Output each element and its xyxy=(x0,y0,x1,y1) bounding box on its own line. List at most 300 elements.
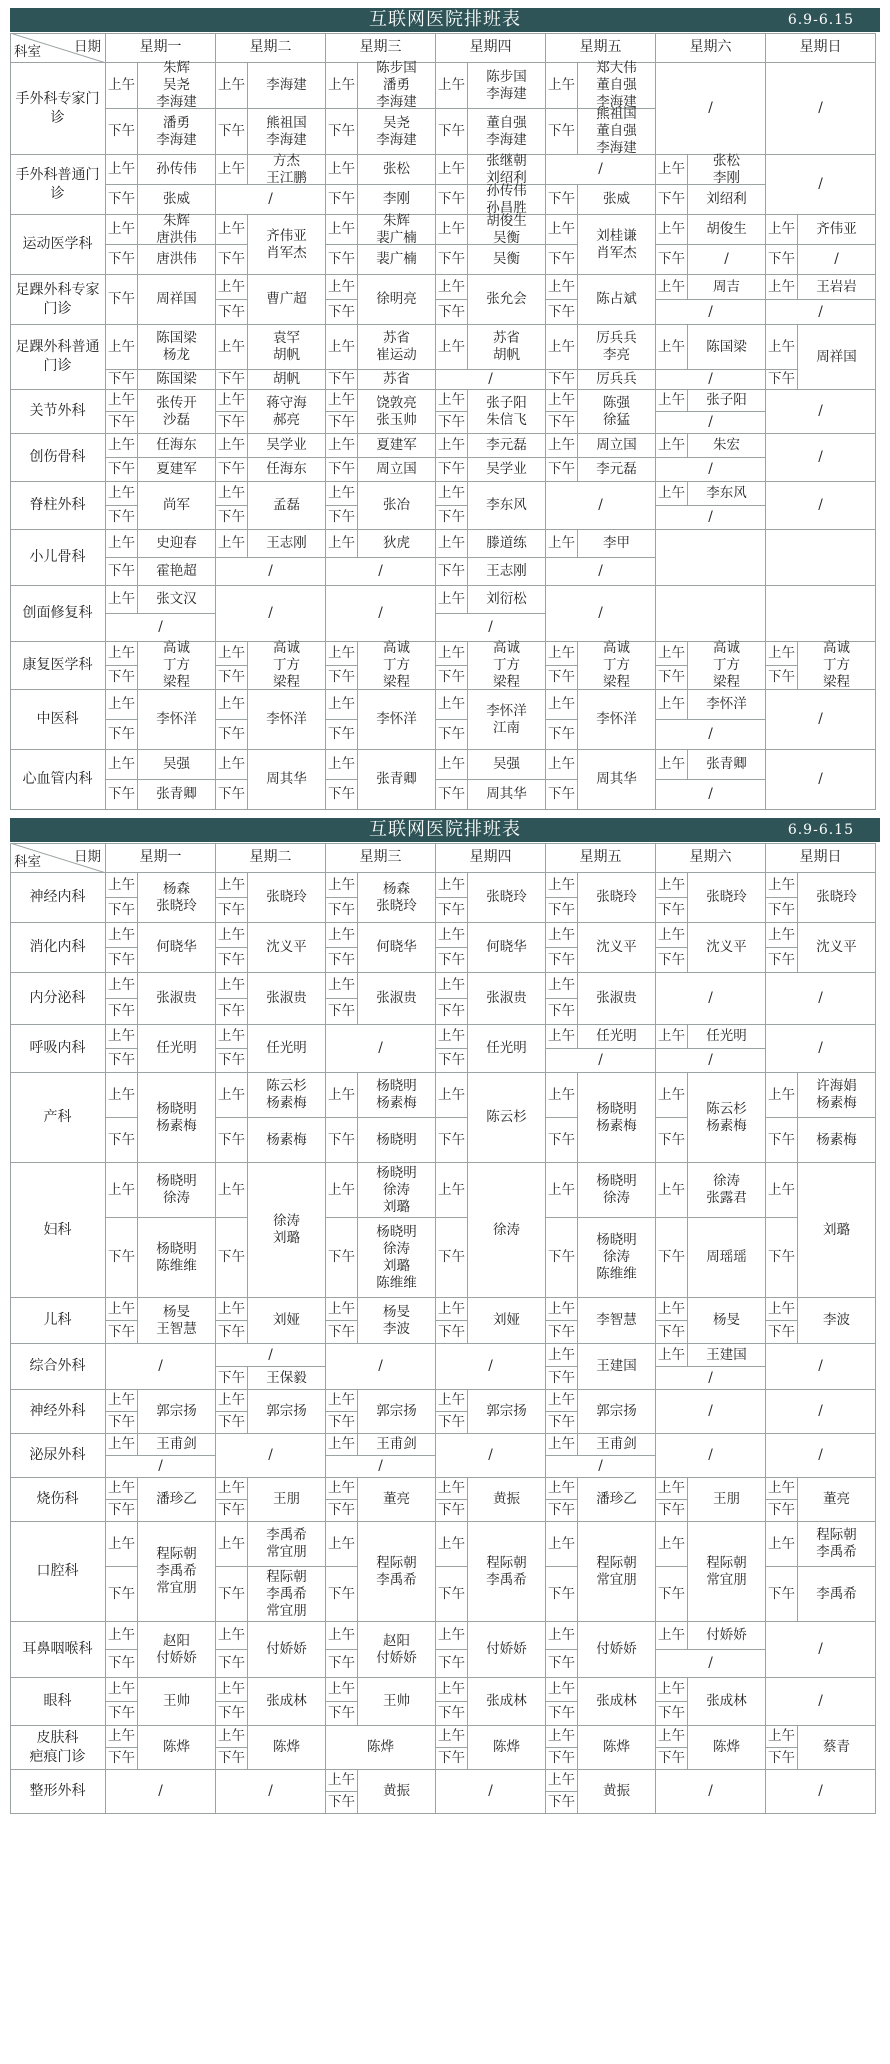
session-label-am: 上午 xyxy=(436,530,468,558)
session-label-am: 上午 xyxy=(326,1770,358,1792)
empty-slot: / xyxy=(656,973,766,1025)
doctor-names-pm: 王保毅 xyxy=(248,1367,326,1390)
session-label-am: 上午 xyxy=(106,750,138,780)
empty-slot: / xyxy=(216,1434,326,1478)
doctor-names-am: 杨晓明 杨素梅 xyxy=(358,1073,436,1118)
session-label-am: 上午 xyxy=(216,1073,248,1118)
session-label-am: 上午 xyxy=(546,1522,578,1567)
session-label-pm: 下午 xyxy=(436,1118,468,1163)
corner-date-label: 日期 xyxy=(74,39,101,55)
date-range: 6.9-6.15 xyxy=(787,822,854,838)
day-header: 星期六 xyxy=(656,33,766,63)
doctor-names: 刘娅 xyxy=(468,1298,546,1344)
empty-slot: / xyxy=(766,750,876,810)
doctor-names-am: 朱辉 吴尧 李海建 xyxy=(138,63,216,109)
empty-slot: / xyxy=(326,1456,436,1478)
doctor-names: 陈烨 xyxy=(688,1726,766,1770)
doctor-names-pm: 吴学业 xyxy=(468,458,546,482)
doctor-names-am: 朱宏 xyxy=(688,434,766,458)
doctor-names-pm: 周瑶瑶 xyxy=(688,1218,766,1298)
doctor-names-am: 史迎春 xyxy=(138,530,216,558)
session-label-am: 上午 xyxy=(106,1434,138,1456)
session-label-am: 上午 xyxy=(216,973,248,999)
department-name: 耳鼻咽喉科 xyxy=(10,1622,106,1678)
session-label-am: 上午 xyxy=(326,482,358,506)
doctor-names-am: 袁罕 胡帆 xyxy=(248,325,326,370)
doctor-names-am: 齐伟亚 xyxy=(798,215,876,245)
session-label-pm: 下午 xyxy=(436,109,468,155)
empty-slot xyxy=(656,530,766,586)
session-label-am: 上午 xyxy=(326,1678,358,1702)
doctor-names: 杨森 张晓玲 xyxy=(358,873,436,923)
department-name: 神经外科 xyxy=(10,1390,106,1434)
session-label-am: 上午 xyxy=(656,215,688,245)
doctor-names: 张传开 沙磊 xyxy=(138,390,216,434)
session-label-am: 上午 xyxy=(106,1390,138,1412)
header-corner xyxy=(10,33,106,63)
doctor-names-am: 任光明 xyxy=(688,1025,766,1049)
empty-slot: / xyxy=(766,390,876,434)
doctor-names: 黄振 xyxy=(358,1770,436,1814)
session-label-pm: 下午 xyxy=(106,458,138,482)
session-label-am: 上午 xyxy=(656,1478,688,1500)
corner-dept-label: 科室 xyxy=(14,854,41,870)
session-label-am: 上午 xyxy=(216,1298,248,1321)
session-label-pm: 下午 xyxy=(106,1218,138,1298)
session-label-pm: 下午 xyxy=(766,1567,798,1622)
doctor-names: 张淑贵 xyxy=(358,973,436,1025)
empty-slot: / xyxy=(216,185,326,215)
session-label-am: 上午 xyxy=(216,750,248,780)
session-label-am: 上午 xyxy=(106,1025,138,1049)
session-label-pm: 下午 xyxy=(216,1218,248,1298)
doctor-names: 沈义平 xyxy=(578,923,656,973)
session-label-pm: 下午 xyxy=(326,1702,358,1726)
doctor-names-am: 陈步国 李海建 xyxy=(468,63,546,109)
empty-slot: / xyxy=(656,370,766,390)
doctor-names: 徐明亮 xyxy=(358,275,436,325)
doctor-names: 李怀洋 xyxy=(358,690,436,750)
session-label-am: 上午 xyxy=(216,482,248,506)
empty-slot: / xyxy=(766,300,876,325)
doctor-names: 高诚 丁方 梁程 xyxy=(578,642,656,690)
session-label-am: 上午 xyxy=(546,642,578,666)
doctor-names: 任光明 xyxy=(468,1025,546,1073)
doctor-names-pm: 裴广楠 xyxy=(358,245,436,275)
session-label-pm: 下午 xyxy=(326,1500,358,1522)
doctor-names: 郭宗扬 xyxy=(248,1390,326,1434)
session-label-am: 上午 xyxy=(436,1522,468,1567)
session-label-am: 上午 xyxy=(216,325,248,370)
doctor-names-pm: 杨素梅 xyxy=(248,1118,326,1163)
session-label-am: 上午 xyxy=(106,1298,138,1321)
session-label-am: 上午 xyxy=(436,155,468,185)
session-label-am: 上午 xyxy=(656,1025,688,1049)
session-label-am: 上午 xyxy=(216,923,248,948)
session-label-am: 上午 xyxy=(326,973,358,999)
doctor-names-am: 任海东 xyxy=(138,434,216,458)
date-range: 6.9-6.15 xyxy=(787,12,854,28)
department-name: 足踝外科普通门诊 xyxy=(10,325,106,390)
session-label-am: 上午 xyxy=(546,873,578,898)
session-label-am: 上午 xyxy=(436,215,468,245)
day-header: 星期六 xyxy=(656,843,766,873)
empty-slot: / xyxy=(766,690,876,750)
session-label-pm: 下午 xyxy=(656,1321,688,1344)
session-label-am: 上午 xyxy=(546,1298,578,1321)
session-label-pm: 下午 xyxy=(216,109,248,155)
session-label-am: 上午 xyxy=(216,1390,248,1412)
session-label-am: 上午 xyxy=(106,690,138,720)
doctor-names: 陈强 徐猛 xyxy=(578,390,656,434)
session-label-am: 上午 xyxy=(106,390,138,412)
session-label-pm: 下午 xyxy=(106,1500,138,1522)
session-label-pm: 下午 xyxy=(326,300,358,325)
doctor-names: 张淑贵 xyxy=(468,973,546,1025)
doctor-names: 杨旻 王智慧 xyxy=(138,1298,216,1344)
doctor-names-pm: 杨晓明 xyxy=(358,1118,436,1163)
doctor-names-am: 孙传伟 xyxy=(138,155,216,185)
department-name: 关节外科 xyxy=(10,390,106,434)
session-label-am: 上午 xyxy=(106,1522,138,1567)
session-label-pm: 下午 xyxy=(216,948,248,973)
doctor-names-am: 陈国梁 杨龙 xyxy=(138,325,216,370)
doctor-names: 李波 xyxy=(798,1298,876,1344)
doctor-names-pm: 李刚 xyxy=(358,185,436,215)
session-label-pm: 下午 xyxy=(766,1500,798,1522)
doctor-names: 尚军 xyxy=(138,482,216,530)
session-label-pm: 下午 xyxy=(106,1321,138,1344)
session-label-pm: 下午 xyxy=(436,1500,468,1522)
session-label-am: 上午 xyxy=(326,1163,358,1218)
doctor-names: 高诚 丁方 梁程 xyxy=(688,642,766,690)
doctor-names: 曹广超 xyxy=(248,275,326,325)
session-label-pm: 下午 xyxy=(326,1118,358,1163)
session-label-am: 上午 xyxy=(326,530,358,558)
doctor-names: 杨晓明 杨素梅 xyxy=(578,1073,656,1163)
session-label-pm: 下午 xyxy=(656,1567,688,1622)
doctor-names: 付娇娇 xyxy=(248,1622,326,1678)
session-label-am: 上午 xyxy=(436,1478,468,1500)
session-label-am: 上午 xyxy=(766,923,798,948)
schedule-title-bar xyxy=(10,8,880,32)
empty-slot: / xyxy=(656,63,766,155)
session-label-pm: 下午 xyxy=(546,458,578,482)
doctor-names-am: 王甫剑 xyxy=(578,1434,656,1456)
session-label-pm: 下午 xyxy=(106,999,138,1025)
doctor-names: 赵阳 付娇娇 xyxy=(138,1622,216,1678)
day-header: 星期三 xyxy=(326,843,436,873)
session-label-pm: 下午 xyxy=(436,948,468,973)
session-label-am: 上午 xyxy=(216,390,248,412)
doctor-names: 杨旻 李波 xyxy=(358,1298,436,1344)
doctor-names-pm: 王志刚 xyxy=(468,558,546,586)
department-name: 皮肤科 疤痕门诊 xyxy=(10,1726,106,1770)
session-label-am: 上午 xyxy=(546,923,578,948)
session-label-am: 上午 xyxy=(216,642,248,666)
session-label-am: 上午 xyxy=(546,63,578,109)
empty-slot: / xyxy=(656,1390,766,1434)
doctor-names-pm: / xyxy=(688,245,766,275)
session-label-am: 上午 xyxy=(546,1025,578,1049)
session-label-am: 上午 xyxy=(656,1522,688,1567)
empty-slot: / xyxy=(216,1770,326,1814)
doctor-names-pm: 张威 xyxy=(138,185,216,215)
session-label-am: 上午 xyxy=(546,1390,578,1412)
session-label-am: 上午 xyxy=(436,1163,468,1218)
department-name: 足踝外科专家门诊 xyxy=(10,275,106,325)
doctor-names-pm: 张威 xyxy=(578,185,656,215)
empty-slot: / xyxy=(106,614,216,642)
doctor-names-am: 许海娟 杨素梅 xyxy=(798,1073,876,1118)
department-name: 整形外科 xyxy=(10,1770,106,1814)
empty-slot: / xyxy=(546,1456,656,1478)
session-label-am: 上午 xyxy=(216,690,248,720)
session-label-am: 上午 xyxy=(656,1073,688,1118)
doctor-names-am: 陈步国 潘勇 李海建 xyxy=(358,63,436,109)
empty-slot: / xyxy=(656,1650,766,1678)
session-label-pm: 下午 xyxy=(766,245,798,275)
doctor-names-pm: 周立国 xyxy=(358,458,436,482)
session-label-pm: 下午 xyxy=(106,1118,138,1163)
session-label-am: 上午 xyxy=(766,1073,798,1118)
session-label-pm: 下午 xyxy=(106,1702,138,1726)
doctor-names-pm: 周其华 xyxy=(468,780,546,810)
doctor-names-am: 张文汉 xyxy=(138,586,216,614)
session-label-pm: 下午 xyxy=(106,185,138,215)
session-label-am: 上午 xyxy=(216,63,248,109)
doctor-names-am: 李海建 xyxy=(248,63,326,109)
empty-slot: / xyxy=(766,1770,876,1814)
empty-slot: / xyxy=(656,720,766,750)
session-label-am: 上午 xyxy=(546,1726,578,1748)
session-label-am: 上午 xyxy=(326,873,358,898)
session-label-pm: 下午 xyxy=(656,1702,688,1726)
doctor-names-am: 李禹希 常宜朋 xyxy=(248,1522,326,1567)
empty-slot: / xyxy=(326,558,436,586)
doctor-names: 陈烨 xyxy=(326,1726,436,1770)
session-label-am: 上午 xyxy=(656,1344,688,1367)
session-label-am: 上午 xyxy=(436,586,468,614)
empty-slot: / xyxy=(656,506,766,530)
doctor-names-am: 张青卿 xyxy=(688,750,766,780)
session-label-pm: 下午 xyxy=(106,370,138,390)
session-label-am: 上午 xyxy=(326,155,358,185)
department-name: 消化内科 xyxy=(10,923,106,973)
doctor-names: 李怀洋 xyxy=(578,690,656,750)
session-label-am: 上午 xyxy=(436,973,468,999)
session-label-pm: 下午 xyxy=(216,780,248,810)
doctor-names-am: 吴学业 xyxy=(248,434,326,458)
session-label-pm: 下午 xyxy=(106,558,138,586)
department-name: 中医科 xyxy=(10,690,106,750)
doctor-names-am: 张子阳 xyxy=(688,390,766,412)
doctor-names-am: 李元磊 xyxy=(468,434,546,458)
session-label-am: 上午 xyxy=(106,325,138,370)
session-label-pm: 下午 xyxy=(326,412,358,434)
session-label-am: 上午 xyxy=(106,1726,138,1748)
session-label-am: 上午 xyxy=(216,1522,248,1567)
doctor-names: 王帅 xyxy=(138,1678,216,1726)
empty-slot: / xyxy=(436,370,546,390)
session-label-pm: 下午 xyxy=(546,412,578,434)
empty-slot: / xyxy=(766,1025,876,1073)
doctor-names: 黄振 xyxy=(468,1478,546,1522)
session-label-am: 上午 xyxy=(656,155,688,185)
doctor-names: 陈云杉 xyxy=(468,1073,546,1163)
doctor-names: 张成林 xyxy=(468,1678,546,1726)
empty-slot: / xyxy=(436,1770,546,1814)
session-label-pm: 下午 xyxy=(326,370,358,390)
session-label-pm: 下午 xyxy=(216,245,248,275)
doctor-names-am: 陈云杉 杨素梅 xyxy=(248,1073,326,1118)
doctor-names: 李智慧 xyxy=(578,1298,656,1344)
doctor-names-am: 王甫剑 xyxy=(358,1434,436,1456)
session-label-am: 上午 xyxy=(216,1478,248,1500)
session-label-am: 上午 xyxy=(766,873,798,898)
session-label-pm: 下午 xyxy=(546,1792,578,1814)
doctor-names: 李东风 xyxy=(468,482,546,530)
doctor-names: 张淑贵 xyxy=(138,973,216,1025)
session-label-am: 上午 xyxy=(216,530,248,558)
session-label-pm: 下午 xyxy=(216,1650,248,1678)
session-label-pm: 下午 xyxy=(106,275,138,325)
doctor-names: 何晓华 xyxy=(468,923,546,973)
session-label-am: 上午 xyxy=(436,873,468,898)
session-label-am: 上午 xyxy=(106,1073,138,1118)
empty-slot: / xyxy=(216,558,326,586)
session-label-pm: 下午 xyxy=(546,1118,578,1163)
session-label-am: 上午 xyxy=(326,1073,358,1118)
doctor-names: 何晓华 xyxy=(138,923,216,973)
session-label-am: 上午 xyxy=(216,215,248,245)
doctor-names-am: 李甲 xyxy=(578,530,656,558)
session-label-am: 上午 xyxy=(766,642,798,666)
doctor-names: 杨森 张晓玲 xyxy=(138,873,216,923)
department-name: 产科 xyxy=(10,1073,106,1163)
doctor-names-pm: 程际朝 李禹希 常宜朋 xyxy=(248,1567,326,1622)
session-label-pm: 下午 xyxy=(106,898,138,923)
schedule-table-1 xyxy=(10,33,880,810)
empty-slot: / xyxy=(766,155,876,215)
doctor-names-pm: 陈国梁 xyxy=(138,370,216,390)
session-label-am: 上午 xyxy=(656,275,688,300)
day-header: 星期四 xyxy=(436,843,546,873)
doctor-names: 张晓玲 xyxy=(798,873,876,923)
corner-dept-label: 科室 xyxy=(14,44,41,60)
session-label-am: 上午 xyxy=(436,275,468,300)
session-label-pm: 下午 xyxy=(106,1412,138,1434)
session-label-am: 上午 xyxy=(546,275,578,300)
session-label-pm: 下午 xyxy=(106,1049,138,1073)
session-label-pm: 下午 xyxy=(106,666,138,690)
department-name: 内分泌科 xyxy=(10,973,106,1025)
session-label-am: 上午 xyxy=(546,1622,578,1650)
doctor-names-am: 胡俊生 吴衡 xyxy=(468,215,546,245)
session-label-am: 上午 xyxy=(436,750,468,780)
session-label-pm: 下午 xyxy=(546,898,578,923)
session-label-pm: 下午 xyxy=(766,666,798,690)
session-label-pm: 下午 xyxy=(546,185,578,215)
session-label-am: 上午 xyxy=(106,1478,138,1500)
session-label-pm: 下午 xyxy=(656,1500,688,1522)
session-label-am: 上午 xyxy=(106,1678,138,1702)
doctor-names: 高诚 丁方 梁程 xyxy=(138,642,216,690)
doctor-names-am: 苏省 崔运动 xyxy=(358,325,436,370)
session-label-pm: 下午 xyxy=(546,720,578,750)
doctor-names-pm: 李元磊 xyxy=(578,458,656,482)
session-label-pm: 下午 xyxy=(766,370,798,390)
department-name: 眼科 xyxy=(10,1678,106,1726)
session-label-am: 上午 xyxy=(436,482,468,506)
session-label-am: 上午 xyxy=(436,1390,468,1412)
doctor-names: 沈义平 xyxy=(688,923,766,973)
session-label-pm: 下午 xyxy=(656,666,688,690)
session-label-pm: 下午 xyxy=(656,948,688,973)
session-label-am: 上午 xyxy=(766,1726,798,1748)
doctor-names-pm: 潘勇 李海建 xyxy=(138,109,216,155)
doctor-names: 杨晓明 杨素梅 xyxy=(138,1073,216,1163)
doctor-names: 张晓玲 xyxy=(468,873,546,923)
session-label-pm: 下午 xyxy=(546,1500,578,1522)
session-label-pm: 下午 xyxy=(216,1321,248,1344)
doctor-names: 李怀洋 xyxy=(138,690,216,750)
session-label-am: 上午 xyxy=(546,973,578,999)
doctor-names: 潘珍乙 xyxy=(578,1478,656,1522)
session-label-pm: 下午 xyxy=(216,720,248,750)
session-label-pm: 下午 xyxy=(326,1650,358,1678)
empty-slot: / xyxy=(656,780,766,810)
session-label-am: 上午 xyxy=(656,690,688,720)
doctor-names-am: 陈国梁 xyxy=(688,325,766,370)
schedule-title: 互联网医院排班表 xyxy=(369,819,521,840)
doctor-names: 王朋 xyxy=(688,1478,766,1522)
doctor-names-am: 王甫剑 xyxy=(138,1434,216,1456)
session-label-am: 上午 xyxy=(216,1678,248,1702)
session-label-pm: 下午 xyxy=(766,948,798,973)
session-label-am: 上午 xyxy=(106,434,138,458)
session-label-pm: 下午 xyxy=(656,245,688,275)
empty-slot: / xyxy=(656,1770,766,1814)
doctor-names: 徐涛 xyxy=(468,1163,546,1298)
session-label-pm: 下午 xyxy=(656,1118,688,1163)
session-label-am: 上午 xyxy=(106,482,138,506)
doctor-names: 沈义平 xyxy=(248,923,326,973)
doctor-names-am: 刘衍松 xyxy=(468,586,546,614)
session-label-am: 上午 xyxy=(436,1073,468,1118)
day-header: 星期二 xyxy=(216,33,326,63)
session-label-am: 上午 xyxy=(656,1726,688,1748)
corner-date-label: 日期 xyxy=(74,849,101,865)
session-label-am: 上午 xyxy=(656,390,688,412)
session-label-pm: 下午 xyxy=(546,245,578,275)
doctor-names-am: 郑大伟 董自强 李海建 xyxy=(578,63,656,109)
doctor-names-pm: 杨晓明 徐涛 刘璐 陈维维 xyxy=(358,1218,436,1298)
session-label-pm: 下午 xyxy=(216,412,248,434)
doctor-names: 高诚 丁方 梁程 xyxy=(468,642,546,690)
doctor-names: 张允会 xyxy=(468,275,546,325)
empty-slot: / xyxy=(766,63,876,155)
empty-slot: / xyxy=(656,458,766,482)
doctor-names-pm: 熊祖国 董自强 李海建 xyxy=(578,109,656,155)
session-label-am: 上午 xyxy=(656,923,688,948)
department-name: 运动医学科 xyxy=(10,215,106,275)
session-label-pm: 下午 xyxy=(326,1792,358,1814)
day-header: 星期四 xyxy=(436,33,546,63)
doctor-names: 陈烨 xyxy=(468,1726,546,1770)
session-label-pm: 下午 xyxy=(326,999,358,1025)
session-label-pm: 下午 xyxy=(436,185,468,215)
